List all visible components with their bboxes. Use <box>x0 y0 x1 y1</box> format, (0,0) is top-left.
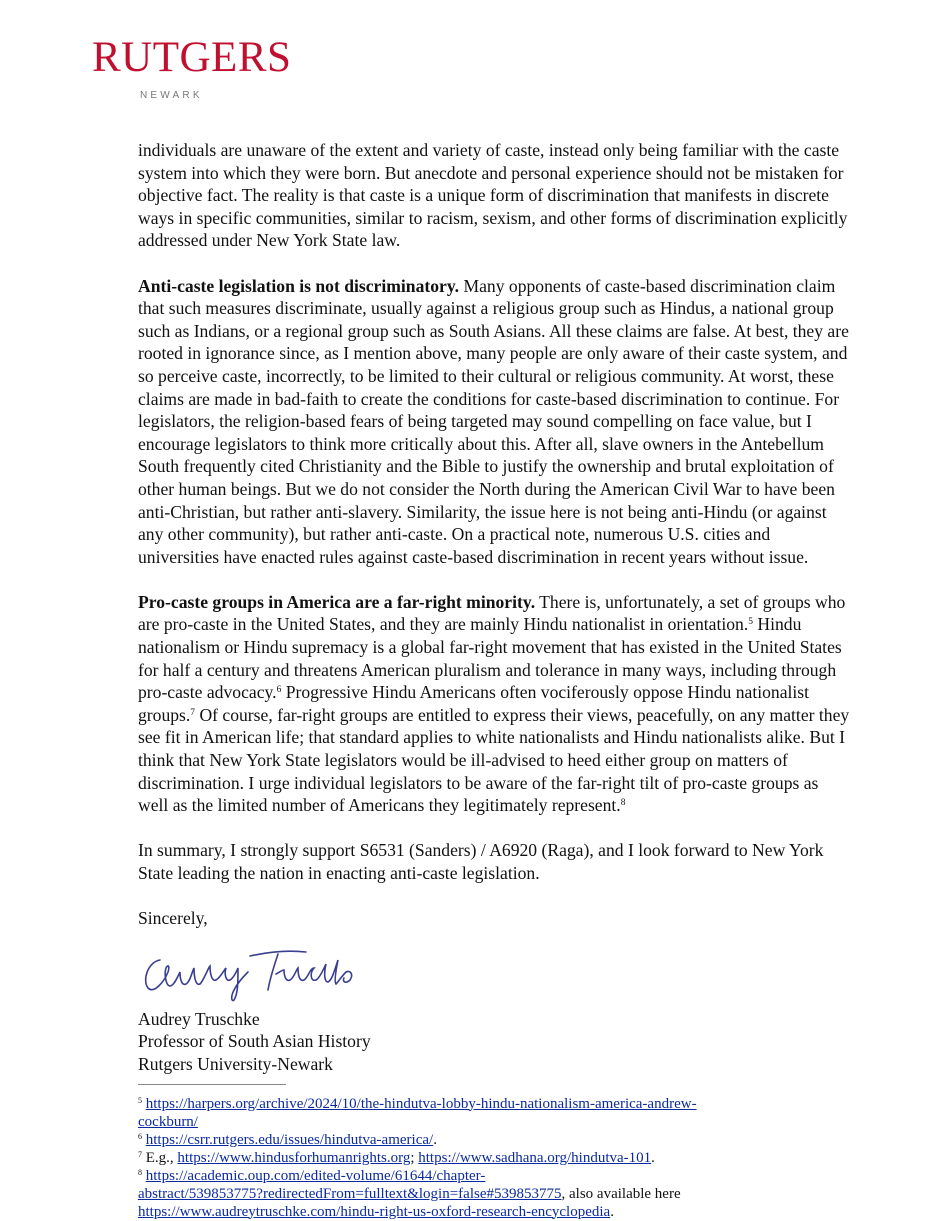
paragraph-text: Hindu nationalism or Hindu supremacy is a global far-right movement that has existed in the United States for half a century and threatens American pluralism and tolerance in many ways, including through pro-caste advocacy. <box>138 614 842 703</box>
footnote-5 <box>138 1095 850 1131</box>
footnote-ref-7[interactable]: 7 <box>190 707 196 718</box>
footnote-text: . <box>610 1203 614 1220</box>
footnotes <box>138 1095 850 1221</box>
footnote-text: . <box>433 1131 437 1148</box>
paragraph-summary: In summary, I strongly support S6531 (Sanders) / A6920 (Raga), and I look forward to New York State leading the nation in enacting anti-caste legislation. <box>138 840 824 883</box>
footnote-link-continued[interactable]: cockburn/ <box>138 1113 198 1130</box>
logo-wordmark: RUTGERS <box>92 34 292 81</box>
paragraph-pro-caste <box>138 591 850 817</box>
paragraph-text: Many opponents of caste-based discrimination claim that such measures discriminate, usually against a religious group such as Hindus, a national group such as Indians, or a regional group such as South Asians. All these claims are false. At best, they are rooted in ignorance since, as I mention above, many people are only aware of their caste system, and so perceive caste, incorrectly, to be limited to their cultural or religious community. At worst, these claims are made in bad-faith to create the conditions for caste-based discrimination to continue. For legislators, the religion-based fears of being targeted may sound compelling on face value, but I encourage legislators to think more critically about this. After all, slave owners in the Antebellum South frequently cited Christianity and the Bible to justify the ownership and brutal exploitation of other human beings. But we do not consider the North during the American Civil War to have been anti-Christian, but rather anti-slavery. Similarity, the issue here is not being anti-Hindu (or against any other community), but rather anti-caste. On a practical note, numerous U.S. cities and universities have enacted rules against caste-based discrimination in recent years without issue. <box>138 275 849 567</box>
signature-block <box>138 1008 850 1076</box>
footnote-text: E.g., <box>142 1149 178 1166</box>
footnote-link-continued[interactable]: abstract/539853775?redirectedFrom=fulltext&login=false#539853775 <box>138 1185 562 1202</box>
paragraph-intro: individuals are unaware of the extent and variety of caste, instead only being familiar with the caste system into which they were born. But anecdote and personal experience should not be mistaken for objective fact. The reality is that caste is a unique form of discrimination that manifests in discrete ways in specific communities, similar to racism, sexism, and other forms of discrimination explicitly addressed under New York State law. <box>138 140 848 251</box>
footnote-text: . <box>651 1149 655 1166</box>
footnote-8 <box>138 1167 850 1221</box>
letter-body <box>138 139 850 1221</box>
footnote-text: , also available here <box>561 1185 681 1202</box>
paragraph-text: Progressive Hindu Americans often vociferously oppose Hindu nationalist groups. <box>138 682 810 725</box>
footnote-link[interactable]: https://www.sadhana.org/hindutva-101 <box>418 1149 652 1166</box>
footnote-number: 8 <box>138 1167 142 1177</box>
footnote-divider <box>138 1084 286 1085</box>
paragraph-heading: Pro-caste groups in America are a far-right minority. <box>138 591 536 612</box>
footnote-link[interactable]: https://csrr.rutgers.edu/issues/hindutva-america/ <box>145 1131 434 1148</box>
logo-subtitle: NEWARK <box>140 90 203 101</box>
footnote-link[interactable]: https://harpers.org/archive/2024/10/the-hindutva-lobby-hindu-nationalism-america-andrew- <box>145 1095 697 1112</box>
paragraph-heading: Anti-caste legislation is not discriminatory. <box>138 275 460 296</box>
paragraph-text: There is, unfortunately, a set of groups who are pro-caste in the United States, and they are mainly Hindu nationalist in orientation. <box>138 591 846 635</box>
footnote-number: 6 <box>138 1131 142 1141</box>
footnote-link[interactable]: https://www.hindusforhumanrights.org <box>177 1149 411 1166</box>
footnote-ref-6[interactable]: 6 <box>276 685 282 696</box>
paragraph-anti-caste <box>138 275 850 569</box>
footnote-text: ; <box>410 1149 419 1166</box>
signer-name: Audrey Truschke <box>138 1008 260 1029</box>
rutgers-newark-logo <box>92 34 292 106</box>
footnote-number: 7 <box>138 1149 142 1159</box>
signer-institution: Rutgers University-Newark <box>138 1053 333 1074</box>
signer-title: Professor of South Asian History <box>138 1031 371 1052</box>
footnote-number: 5 <box>138 1095 142 1105</box>
footnote-ref-5[interactable]: 5 <box>748 617 753 628</box>
footnote-link[interactable]: https://academic.oup.com/edited-volume/61644/chapter- <box>145 1167 486 1184</box>
paragraph-text: Of course, far-right groups are entitled to express their views, peacefully, on any matter they see fit in American life; that standard applies to white nationalists and Hindu nationalists alike. But I think that New York State legislators would be ill-advised to heed either group on matters of discrimination. I urge individual legislators to be aware of the far-right tilt of pro-caste groups as well as the limited number of Americans they legitimately represent. <box>138 704 850 816</box>
closing: Sincerely, <box>138 908 208 929</box>
footnote-6 <box>138 1131 850 1149</box>
footnote-ref-8[interactable]: 8 <box>620 798 626 809</box>
handwritten-signature <box>138 938 850 1004</box>
footnote-7 <box>138 1149 850 1167</box>
footnote-link[interactable]: https://www.audreytruschke.com/hindu-right-us-oxford-research-encyclopedia <box>138 1203 611 1220</box>
